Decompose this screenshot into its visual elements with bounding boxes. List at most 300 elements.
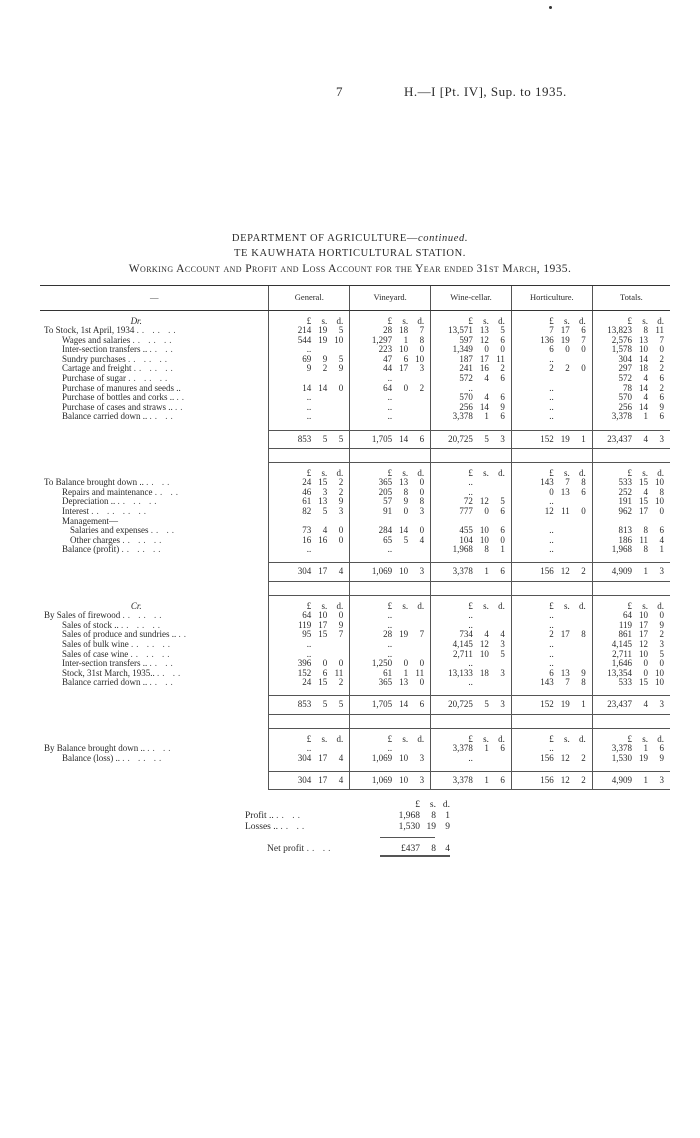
cr-row-horticulture-pence bbox=[570, 650, 586, 660]
pl_dr-total-general-amount bbox=[269, 567, 349, 577]
dr-row-totals-pounds: 304 bbox=[618, 353, 632, 364]
cr-unit-totals-pound: £ bbox=[627, 600, 632, 611]
dr-row-label-cell bbox=[40, 374, 269, 384]
pl_dr-row-vineyard-shillings bbox=[392, 545, 408, 555]
dr-row bbox=[40, 345, 670, 355]
cr-unit-horticulture-pence: d. bbox=[579, 600, 586, 611]
cr-row-general-pounds: .. bbox=[306, 638, 312, 649]
dr-row-wine-cellar-shillings: 12 bbox=[479, 334, 489, 345]
pl_dr-section-gap-cell-2 bbox=[350, 582, 431, 596]
dr-row-totals-shillings: 4 bbox=[643, 373, 648, 384]
cr-row-wine-cellar-shillings bbox=[473, 611, 489, 621]
dr-row-horticulture-pounds: .. bbox=[549, 401, 554, 412]
cr-row-leader: .. .. .. bbox=[122, 611, 165, 621]
cr-total-general-shillings: 5 bbox=[322, 699, 328, 710]
pl_cr-row-wine-cellar-pounds: 3,378 bbox=[452, 743, 473, 754]
pl_dr-total-row bbox=[40, 563, 670, 582]
dr-row bbox=[40, 412, 670, 422]
pl_cr-unit-vineyard-pence: d. bbox=[417, 733, 425, 744]
dr-row-label: To Stock, 1st April, 1934 bbox=[44, 326, 135, 336]
pl_dr-row-general-shillings: 3 bbox=[322, 486, 328, 497]
cr-row bbox=[40, 669, 670, 679]
cr-row-totals-pounds: 64 bbox=[623, 610, 632, 621]
pl_cr-total-wine-cellar-shillings: 1 bbox=[484, 774, 489, 785]
cr-row-wine-cellar-pounds: 13,133 bbox=[448, 667, 473, 678]
pl_dr-row-general-pounds: 82 bbox=[302, 506, 312, 516]
pl_dr-row-leader: .. .. bbox=[154, 487, 181, 497]
pl_dr-row-label-wrap bbox=[44, 536, 164, 545]
cr-row-horticulture-pence: 9 bbox=[581, 667, 586, 678]
pl_dr-row-vineyard-pence: 8 bbox=[419, 496, 425, 507]
dr-row-label-wrap bbox=[44, 364, 176, 373]
cr-total-vineyard-shillings: 14 bbox=[399, 699, 409, 710]
dr-unit-totals-pound: £ bbox=[627, 315, 632, 326]
dr-row-wine-cellar-shillings: 1 bbox=[484, 411, 489, 422]
cr-section-gap-cell-2 bbox=[350, 715, 431, 729]
pl_dr-row-general-shillings: 16 bbox=[318, 534, 328, 545]
cr-row-general-shillings: 15 bbox=[318, 629, 328, 640]
dr-row-general-pounds: 214 bbox=[297, 325, 312, 336]
cr-row-general-pence bbox=[327, 640, 343, 650]
cr-row-totals-shillings: 15 bbox=[639, 677, 648, 688]
pl_dr-row-wine-cellar bbox=[431, 507, 512, 517]
pl_dr-row-vineyard-amount bbox=[350, 507, 430, 517]
cr-row bbox=[40, 640, 670, 650]
dr-row bbox=[40, 355, 670, 365]
cr-unit-vineyard-pound: £ bbox=[387, 600, 393, 611]
dr-row-totals-shillings: 10 bbox=[639, 344, 648, 355]
cr-row-label-cell bbox=[40, 669, 269, 679]
pl_dr-row bbox=[40, 517, 670, 527]
cr-total-general-amount bbox=[269, 700, 349, 710]
dr-row-general-pounds: 69 bbox=[302, 353, 312, 364]
dr-row-totals-pounds: 572 bbox=[618, 373, 632, 384]
dr-row-wine-cellar-shillings: 13 bbox=[479, 325, 489, 336]
cr-row-horticulture-pounds: .. bbox=[549, 658, 554, 669]
cr-row-vineyard-shillings: 19 bbox=[399, 629, 409, 640]
dr-row-horticulture-shillings: 17 bbox=[560, 325, 570, 336]
pl_cr-unit-horticulture-pound: £ bbox=[549, 733, 554, 744]
pl_dr-row-vineyard-pounds: 57 bbox=[383, 496, 393, 507]
pl_dr-total-vineyard bbox=[350, 563, 431, 582]
cr-row-totals-pounds: 2,711 bbox=[612, 648, 632, 659]
dr-row-general-shillings: 14 bbox=[318, 382, 328, 393]
pl_dr-row-wine-cellar-pounds: 104 bbox=[459, 534, 473, 545]
pl_dr-row-label-wrap bbox=[44, 497, 159, 506]
dr-heading: Dr. bbox=[130, 316, 142, 326]
pl_dr-row-label-cell bbox=[40, 488, 269, 498]
dr-unit-vineyard-pence: d. bbox=[417, 315, 425, 326]
pl_dr-row-totals-shillings: 15 bbox=[639, 477, 648, 488]
dr-row-horticulture-pounds: .. bbox=[549, 392, 554, 403]
dr-row-horticulture-shillings: 19 bbox=[560, 334, 570, 345]
pl_cr-row-general bbox=[269, 754, 350, 764]
pl_dr-row-horticulture-pounds: .. bbox=[549, 496, 554, 507]
cr-row-wine-cellar-pounds: .. bbox=[468, 610, 473, 621]
pl_cr-row-horticulture-shillings: 12 bbox=[560, 752, 570, 763]
pl_dr-row-vineyard-shillings: 5 bbox=[403, 534, 409, 545]
dr-row-leader: .. bbox=[174, 402, 186, 412]
cr-row-general-amount bbox=[269, 678, 349, 688]
pl_dr-row-totals-shillings: 8 bbox=[643, 525, 648, 536]
pl_dr-row-horticulture-shillings bbox=[554, 545, 570, 555]
dr-row-label: Purchase of bottles and corks .. bbox=[62, 393, 175, 403]
dr-pre-total-gap-cell-2 bbox=[350, 422, 431, 430]
pl_dr-row-wine-cellar-pence: 5 bbox=[500, 496, 505, 507]
cr-row-horticulture-pence: 8 bbox=[581, 677, 586, 688]
cr-total-general-pence: 5 bbox=[338, 699, 344, 710]
dr-row-vineyard-pounds: 223 bbox=[378, 344, 393, 355]
cr-row-label-cell bbox=[40, 659, 269, 669]
dr-row-totals-pounds: 13,823 bbox=[607, 325, 632, 336]
dr-row-leader: .. .. bbox=[149, 412, 176, 422]
dr-row-totals-pounds: 570 bbox=[618, 392, 632, 403]
pl_dr-row-general-pence: 2 bbox=[338, 486, 344, 497]
pl_dr-row-totals-shillings: 4 bbox=[643, 486, 648, 497]
dr-unit-horticulture-shilling: s. bbox=[564, 315, 570, 326]
pl_cr-total-vineyard-pounds: 1,069 bbox=[371, 774, 393, 785]
dr-section-gap-cell-0 bbox=[40, 449, 269, 463]
pl_cr-row-label: Balance (loss) .. bbox=[62, 753, 120, 763]
pl_cr-row-label-wrap bbox=[44, 754, 164, 763]
pl_cr-row-label-cell bbox=[40, 744, 269, 754]
cr-total-row bbox=[40, 696, 670, 715]
summary-profit-label: Profit .. bbox=[245, 811, 274, 821]
pl_dr-row-general-pence bbox=[327, 545, 343, 555]
pl_cr-total-general-shillings: 17 bbox=[318, 774, 328, 785]
pl_cr-pre-total-gap-cell-4 bbox=[511, 763, 592, 771]
pl_dr-row-leader: .. .. bbox=[150, 526, 177, 536]
cr-section-gap bbox=[40, 715, 670, 729]
dr-unit-horticulture-pound: £ bbox=[549, 315, 554, 326]
cr-unit-row bbox=[40, 602, 670, 612]
summary-losses-row bbox=[245, 822, 450, 833]
cr-row bbox=[40, 678, 670, 688]
pl_dr-row-label-wrap bbox=[44, 478, 172, 487]
cr-row-vineyard-pence: 7 bbox=[419, 629, 425, 640]
pl_cr-pre-total-gap-cell-3 bbox=[431, 763, 512, 771]
cr-row-wine-cellar-shillings bbox=[473, 678, 489, 688]
pl_dr-row-wine-cellar bbox=[431, 545, 512, 555]
pl_dr-row-label-cell bbox=[40, 497, 269, 507]
pl_cr-pre-total-gap-cell-5 bbox=[592, 763, 670, 771]
dr-total-vineyard-shillings: 14 bbox=[399, 433, 409, 444]
pl_cr-row-leader: .. .. bbox=[147, 744, 174, 754]
cr-row-totals bbox=[592, 678, 670, 688]
pl_cr-total-general-amount bbox=[269, 776, 349, 786]
dr-row-general-shillings: 2 bbox=[322, 363, 328, 374]
cr-row-totals-shillings: 0 bbox=[643, 658, 648, 669]
cr-row-wine-cellar-pounds: .. bbox=[468, 658, 473, 669]
summary-profit-pounds: 1,968 bbox=[398, 811, 420, 821]
pl_cr-total-vineyard bbox=[350, 771, 431, 790]
cr-row-label-wrap bbox=[44, 659, 176, 668]
pl_dr-row-horticulture-pence bbox=[570, 545, 586, 555]
dr-row-general-shillings bbox=[311, 393, 327, 403]
dr-row-totals-shillings: 1 bbox=[643, 411, 648, 422]
pl_cr-pre-total-gap bbox=[40, 763, 670, 771]
pl_dr-total-wine-cellar bbox=[431, 563, 512, 582]
cr-row-vineyard-pence: 0 bbox=[419, 677, 425, 688]
dr-row-label: Purchase of manures and seeds .. bbox=[62, 383, 181, 393]
pl_cr-total-horticulture-shillings: 12 bbox=[560, 774, 570, 785]
cr-row-wine-cellar-pence: 3 bbox=[500, 638, 505, 649]
dr-row-general-pence: 0 bbox=[338, 382, 344, 393]
pl_cr-heading-cell bbox=[40, 735, 269, 745]
cr-row-general-pounds: 396 bbox=[297, 658, 312, 669]
cr-row-wine-cellar-pounds: 2,711 bbox=[453, 648, 473, 659]
pl_cr-row-general-shillings: 17 bbox=[318, 752, 328, 763]
cr-row-general-pounds: 119 bbox=[298, 619, 312, 630]
pl_dr-row-general-amount bbox=[269, 545, 349, 555]
cr-row-label-cell bbox=[40, 640, 269, 650]
dr-row-label: Purchase of sugar bbox=[62, 374, 126, 384]
summary-losses-leader: .. .. bbox=[280, 822, 308, 832]
pl_dr-row-wine-cellar-pounds: 777 bbox=[459, 506, 473, 516]
pl_cr-unit-wine-cellar-pound: £ bbox=[468, 733, 473, 744]
pl_cr-row-wine-cellar bbox=[431, 754, 512, 764]
pl_dr-row-general-pence: 0 bbox=[338, 525, 344, 536]
cr-row-label-wrap bbox=[44, 678, 176, 687]
pl_cr-unit-totals-pence: d. bbox=[657, 733, 664, 744]
pl_dr-total-vineyard-shillings: 10 bbox=[399, 566, 409, 577]
dr-unit-totals-shilling: s. bbox=[642, 315, 648, 326]
cr-row-vineyard-pounds: 28 bbox=[383, 629, 393, 640]
cr-row-totals-pounds: 1,646 bbox=[611, 658, 632, 669]
dr-unit-wine-cellar-shilling: s. bbox=[483, 315, 489, 326]
summary-losses-shillings: 19 bbox=[426, 822, 436, 832]
pl_dr-row-wine-cellar-shillings: 10 bbox=[479, 534, 489, 545]
cr-row-vineyard bbox=[350, 678, 431, 688]
dr-row-general-shillings: 19 bbox=[318, 334, 328, 345]
dr-row-totals-pounds: 297 bbox=[618, 363, 632, 374]
cr-row-totals-shillings: 17 bbox=[639, 629, 648, 640]
cr-row-horticulture bbox=[511, 678, 592, 688]
pl_cr-total-totals-amount bbox=[593, 776, 670, 786]
cr-total-totals-amount bbox=[593, 700, 670, 710]
dr-row-totals-pounds: 256 bbox=[618, 401, 632, 412]
pl_cr-row-horticulture bbox=[511, 754, 592, 764]
cr-row bbox=[40, 621, 670, 631]
pl_dr-row-vineyard-shillings: 9 bbox=[403, 496, 409, 507]
dr-row-horticulture-pence: 7 bbox=[581, 334, 586, 345]
dr-row-vineyard-pounds: 44 bbox=[383, 363, 393, 374]
dr-row-wine-cellar-pounds: 570 bbox=[459, 392, 473, 403]
cr-row-totals-shillings: 17 bbox=[639, 619, 648, 630]
dr-row-wine-cellar-pounds: 187 bbox=[459, 353, 473, 364]
pl_dr-total-wine-cellar-pence: 6 bbox=[500, 566, 505, 577]
cr-row-horticulture-shillings bbox=[554, 611, 570, 621]
dr-row-vineyard-shillings: 17 bbox=[399, 363, 409, 374]
cr-row-vineyard-pounds: 61 bbox=[383, 667, 393, 678]
dr-section-gap-cell-5 bbox=[592, 449, 670, 463]
dr-row-vineyard-shillings bbox=[392, 412, 408, 422]
pl_cr-row-horticulture-amount bbox=[512, 754, 592, 764]
pl_dr-section-gap-cell-0 bbox=[40, 582, 269, 596]
cr-row-vineyard-pounds: .. bbox=[387, 638, 393, 649]
pl_dr-row bbox=[40, 497, 670, 507]
pl_dr-row-vineyard-pence: 0 bbox=[419, 477, 425, 488]
summary-unit-shilling: s. bbox=[429, 800, 436, 810]
cr-row-totals-shillings: 10 bbox=[639, 610, 648, 621]
pl_dr-row-label: Management— bbox=[62, 516, 118, 526]
dr-row-vineyard-pence: 0 bbox=[419, 344, 425, 355]
summary-net-pounds: £437 bbox=[401, 844, 420, 854]
cr-unit-horticulture-shilling: s. bbox=[564, 600, 570, 611]
cr-row-horticulture-amount bbox=[512, 678, 592, 688]
cr-row-general-shillings: 0 bbox=[322, 658, 328, 669]
dr-row-totals-shillings: 14 bbox=[639, 353, 648, 364]
pl_dr-section-gap bbox=[40, 582, 670, 596]
dr-row-vineyard-pence: 10 bbox=[415, 353, 425, 364]
dr-row-wine-cellar-shillings: 4 bbox=[484, 392, 489, 403]
dr-row-vineyard-pounds: .. bbox=[387, 373, 393, 384]
dr-total-general-pounds: 853 bbox=[297, 433, 312, 444]
cr-row-vineyard-shillings: 13 bbox=[399, 677, 409, 688]
pl_dr-row-wine-cellar-pence: 6 bbox=[500, 506, 505, 516]
pl_dr-row-vineyard-pounds: 65 bbox=[383, 534, 393, 545]
dr-row-general-pence bbox=[327, 412, 343, 422]
pl_dr-row-vineyard-shillings: 14 bbox=[399, 525, 409, 536]
dr-row-leader: .. .. .. bbox=[132, 335, 175, 345]
cr-row-label-cell bbox=[40, 621, 269, 631]
pl_dr-total-totals-amount bbox=[593, 567, 670, 577]
dr-row-horticulture-shillings bbox=[554, 412, 570, 422]
cr-row-vineyard-pounds: .. bbox=[387, 610, 393, 621]
pl_dr-row-vineyard-pence bbox=[408, 545, 424, 555]
dr-row-vineyard-pounds: 64 bbox=[383, 382, 393, 393]
cr-row-totals-pounds: 4,145 bbox=[611, 638, 632, 649]
dr-unit-general-pound: £ bbox=[306, 315, 312, 326]
pl_cr-unit-wine-cellar-shilling: s. bbox=[483, 733, 489, 744]
cr-total-wine-cellar-shillings: 5 bbox=[484, 699, 489, 710]
dr-row-wine-cellar-shillings: 14 bbox=[479, 401, 489, 412]
dr-pre-total-gap bbox=[40, 422, 670, 430]
pl_dr-row-horticulture-pence bbox=[570, 526, 586, 536]
pl_cr-row-wine-cellar-shillings: 1 bbox=[484, 743, 489, 754]
pl_dr-unit-vineyard-pence: d. bbox=[417, 467, 425, 478]
pl_dr-row-general-pence: 2 bbox=[338, 477, 344, 488]
dr-total-horticulture-amount bbox=[512, 435, 592, 445]
pl_dr-row-wine-cellar-pence: 6 bbox=[500, 525, 505, 536]
dr-row-horticulture-pounds: 7 bbox=[549, 325, 554, 336]
cr-row-wine-cellar-pounds: .. bbox=[468, 619, 473, 630]
pl_dr-unit-wine-cellar-pence: d. bbox=[498, 467, 505, 478]
pl_cr-total-vineyard-pence: 3 bbox=[419, 774, 425, 785]
cr-total-horticulture-pounds: 152 bbox=[540, 699, 554, 710]
pl_dr-unit-horticulture-pence: d. bbox=[579, 467, 586, 478]
dr-row-vineyard-pounds: .. bbox=[387, 392, 393, 403]
cr-row-general-pounds: 24 bbox=[302, 677, 312, 688]
pl_dr-pre-total-gap-cell-1 bbox=[269, 555, 350, 563]
pl_dr-row-wine-cellar-pence: 1 bbox=[500, 544, 505, 555]
pl_dr-row-vineyard-shillings: 8 bbox=[403, 486, 409, 497]
cr-row-horticulture-pounds: .. bbox=[549, 638, 554, 649]
summary-net-leader: .. .. bbox=[306, 844, 334, 854]
column-header-vineyard: Vineyard. bbox=[350, 286, 431, 311]
cr-total-totals-shillings: 4 bbox=[643, 699, 648, 710]
dr-row-wine-cellar-pounds: 1,349 bbox=[452, 344, 473, 355]
cr-row-leader: .. .. .. bbox=[131, 639, 173, 649]
dr-row-totals-amount bbox=[593, 412, 670, 422]
pl_dr-row-label-wrap bbox=[44, 507, 149, 516]
dr-row-wine-cellar-pounds: 241 bbox=[459, 363, 473, 374]
dr-row-leader: .. .. .. bbox=[128, 354, 170, 364]
pl_dr-row-general-pounds: 46 bbox=[302, 486, 312, 497]
cr-row-horticulture-pounds: .. bbox=[549, 648, 554, 659]
cr-row-general-pounds: 152 bbox=[297, 667, 312, 678]
pl_dr-row-wine-cellar-shillings bbox=[473, 478, 489, 488]
pl_cr-total-wine-cellar-amount bbox=[431, 776, 511, 786]
dr-row-totals-shillings: 18 bbox=[639, 363, 648, 374]
dr-row-vineyard-pounds: 28 bbox=[383, 325, 393, 336]
pl_cr-total-totals-pounds: 4,909 bbox=[611, 774, 632, 785]
dr-row-wine-cellar-shillings: 16 bbox=[479, 363, 489, 374]
dr-row-totals-shillings: 14 bbox=[639, 382, 648, 393]
summary-net-shillings: 8 bbox=[431, 844, 436, 854]
dr-row-totals bbox=[592, 412, 670, 422]
cr-total-vineyard bbox=[350, 696, 431, 715]
cr-row-label: Sales of produce and sundries .. bbox=[62, 630, 177, 640]
cr-total-label bbox=[40, 696, 269, 715]
cr-row-wine-cellar-shillings: 18 bbox=[479, 667, 489, 678]
pl_dr-row-vineyard bbox=[350, 507, 431, 517]
pl_dr-row-totals-pence: 6 bbox=[659, 525, 664, 536]
cr-unit-general-shilling: s. bbox=[321, 600, 328, 611]
dr-row-leader: .. bbox=[176, 393, 187, 403]
pl_dr-row-general-pounds: 16 bbox=[302, 534, 312, 545]
pl_dr-row-label: Interest bbox=[62, 507, 89, 516]
dr-row-label-cell bbox=[40, 355, 269, 365]
pl_cr-unit-general-pence: d. bbox=[336, 733, 344, 744]
dr-row-totals-pence: 2 bbox=[659, 382, 664, 393]
cr-row-horticulture-shillings bbox=[554, 650, 570, 660]
dr-row-label-cell bbox=[40, 364, 269, 374]
pl_cr-row-totals-amount bbox=[593, 754, 670, 764]
dr-total-horticulture-pounds: 152 bbox=[540, 433, 554, 444]
summary-net-label: Net profit bbox=[267, 844, 305, 854]
pl_dr-total-horticulture-shillings: 12 bbox=[560, 566, 570, 577]
dr-row-general-pence: 5 bbox=[338, 325, 344, 336]
dr-total-wine-cellar-pounds: 20,725 bbox=[448, 433, 473, 444]
pl_dr-row-vineyard-pounds: 284 bbox=[378, 525, 393, 536]
pl_dr-row-general-pence: 0 bbox=[338, 534, 344, 545]
dr-row-vineyard bbox=[350, 412, 431, 422]
cr-row-vineyard-pence bbox=[408, 640, 424, 650]
pl_dr-row-totals-pence: 10 bbox=[655, 477, 664, 488]
pl_dr-total-totals bbox=[592, 563, 670, 582]
dr-row-wine-cellar-amount bbox=[431, 412, 511, 422]
pl_dr-total-horticulture-pounds: 156 bbox=[540, 566, 554, 577]
cr-row-general-pence: 0 bbox=[338, 610, 344, 621]
dr-row bbox=[40, 364, 670, 374]
pl_dr-pre-total-gap-cell-4 bbox=[511, 555, 592, 563]
cr-pre-total-gap-cell-0 bbox=[40, 688, 269, 696]
dr-row-label: Purchase of cases and straws .. bbox=[62, 402, 173, 412]
cr-row-label: Sales of bulk wine bbox=[62, 639, 129, 649]
cr-unit-totals-pence: d. bbox=[657, 600, 664, 611]
dr-row-wine-cellar-shillings: 4 bbox=[484, 373, 489, 384]
dr-section-gap bbox=[40, 449, 670, 463]
dr-row-wine-cellar-pence: 2 bbox=[500, 363, 505, 374]
dr-row-wine-cellar-pounds: 597 bbox=[459, 334, 473, 345]
dr-row-label-wrap bbox=[44, 384, 181, 393]
dr-row-horticulture-pence bbox=[570, 412, 586, 422]
pl_dr-row-vineyard-pounds: .. bbox=[387, 544, 393, 555]
cr-row-wine-cellar-shillings: 12 bbox=[479, 638, 489, 649]
dr-row-wine-cellar-pounds: 13,571 bbox=[448, 325, 473, 336]
dr-row-vineyard-pounds: 47 bbox=[383, 353, 393, 364]
